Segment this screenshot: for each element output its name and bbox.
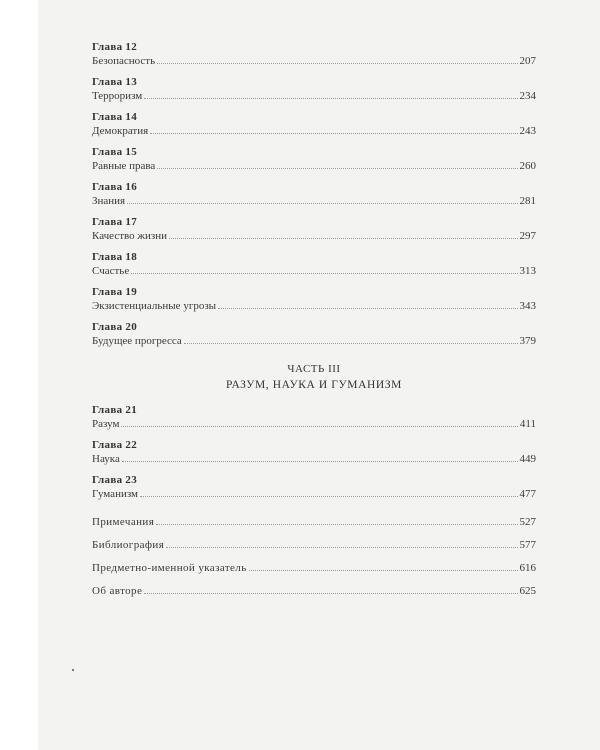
chapter-label: Глава 23 xyxy=(92,474,138,486)
toc-entry xyxy=(92,110,536,138)
entry-title: Об авторе xyxy=(92,585,143,597)
toc-row xyxy=(92,264,536,278)
back-matter-list xyxy=(92,515,536,598)
toc-entry xyxy=(92,40,536,68)
chapter-label: Глава 16 xyxy=(92,181,138,193)
page-number: 313 xyxy=(519,265,536,277)
toc-entry xyxy=(92,180,536,208)
page-number: 281 xyxy=(519,195,536,207)
entry-title: Библиография xyxy=(92,539,165,551)
toc-row xyxy=(92,89,536,103)
dot-leader xyxy=(157,168,517,169)
dot-leader xyxy=(156,524,517,525)
toc-row xyxy=(92,452,536,466)
dot-leader xyxy=(144,593,517,594)
entry-title: Разум xyxy=(92,418,120,430)
chapter-list-part-3 xyxy=(92,403,536,501)
entry-title: Предметно-именной указатель xyxy=(92,562,247,574)
entry-title: Наука xyxy=(92,453,120,465)
entry-title: Качество жизни xyxy=(92,230,167,242)
toc-row xyxy=(92,334,536,348)
toc-entry xyxy=(92,473,536,501)
toc-row xyxy=(92,159,536,173)
dot-leader xyxy=(121,426,517,427)
chapter-label: Глава 14 xyxy=(92,111,138,123)
dot-leader xyxy=(169,238,518,239)
toc-entry xyxy=(92,438,536,466)
chapter-label: Глава 21 xyxy=(92,404,138,416)
part-title: РАЗУМ, НАУКА И ГУМАНИЗМ xyxy=(225,379,403,391)
page-number: 527 xyxy=(519,516,536,528)
chapter-label: Глава 22 xyxy=(92,439,138,451)
toc-entry xyxy=(92,215,536,243)
toc-row xyxy=(92,229,536,243)
page-speck xyxy=(72,669,74,671)
entry-title: Гуманизм xyxy=(92,488,138,500)
entry-title: Равные права xyxy=(92,160,156,172)
page-number: 577 xyxy=(519,539,536,551)
toc-row xyxy=(92,538,536,552)
toc-entry xyxy=(92,250,536,278)
page-number: 625 xyxy=(519,585,536,597)
part-number: ЧАСТЬ III xyxy=(287,363,341,375)
dot-leader xyxy=(144,98,517,99)
dot-leader xyxy=(157,63,517,64)
page-number: 477 xyxy=(519,488,536,500)
part-header xyxy=(92,362,536,393)
toc-row xyxy=(92,561,536,575)
chapter-label: Глава 20 xyxy=(92,321,138,333)
dot-leader xyxy=(122,461,518,462)
page-number: 260 xyxy=(519,160,536,172)
page-number: 207 xyxy=(519,55,536,67)
toc-row xyxy=(92,487,536,501)
entry-title: Безопасность xyxy=(92,55,156,67)
chapter-label: Глава 15 xyxy=(92,146,138,158)
entry-title: Примечания xyxy=(92,516,155,528)
chapter-label: Глава 12 xyxy=(92,41,138,53)
toc-row xyxy=(92,194,536,208)
dot-leader xyxy=(249,570,518,571)
table-of-contents xyxy=(92,40,536,607)
toc-row xyxy=(92,299,536,313)
toc-entry xyxy=(92,75,536,103)
dot-leader xyxy=(184,343,518,344)
toc-entry xyxy=(92,285,536,313)
page-number: 297 xyxy=(519,230,536,242)
toc-entry xyxy=(92,145,536,173)
toc-row xyxy=(92,584,536,598)
dot-leader xyxy=(150,133,517,134)
toc-row xyxy=(92,417,536,431)
entry-title: Счастье xyxy=(92,265,130,277)
page-number: 243 xyxy=(519,125,536,137)
dot-leader xyxy=(166,547,517,548)
page-number: 616 xyxy=(519,562,536,574)
toc-row xyxy=(92,124,536,138)
page-number: 343 xyxy=(519,300,536,312)
entry-title: Демократия xyxy=(92,125,149,137)
entry-title: Будущее прогресса xyxy=(92,335,182,347)
chapter-label: Глава 19 xyxy=(92,286,138,298)
dot-leader xyxy=(127,203,517,204)
entry-title: Экзистенциальные угрозы xyxy=(92,300,217,312)
dot-leader xyxy=(218,308,517,309)
dot-leader xyxy=(140,496,518,497)
page-number: 449 xyxy=(519,453,536,465)
entry-title: Терроризм xyxy=(92,90,143,102)
toc-row xyxy=(92,515,536,529)
toc-entry xyxy=(92,320,536,348)
page-number: 379 xyxy=(519,335,536,347)
chapter-label: Глава 13 xyxy=(92,76,138,88)
chapter-label: Глава 17 xyxy=(92,216,138,228)
page-number: 411 xyxy=(519,418,536,430)
page-number: 234 xyxy=(519,90,536,102)
toc-entry xyxy=(92,403,536,431)
chapter-list-part-2 xyxy=(92,40,536,348)
chapter-label: Глава 18 xyxy=(92,251,138,263)
dot-leader xyxy=(131,273,517,274)
entry-title: Знания xyxy=(92,195,126,207)
toc-row xyxy=(92,54,536,68)
